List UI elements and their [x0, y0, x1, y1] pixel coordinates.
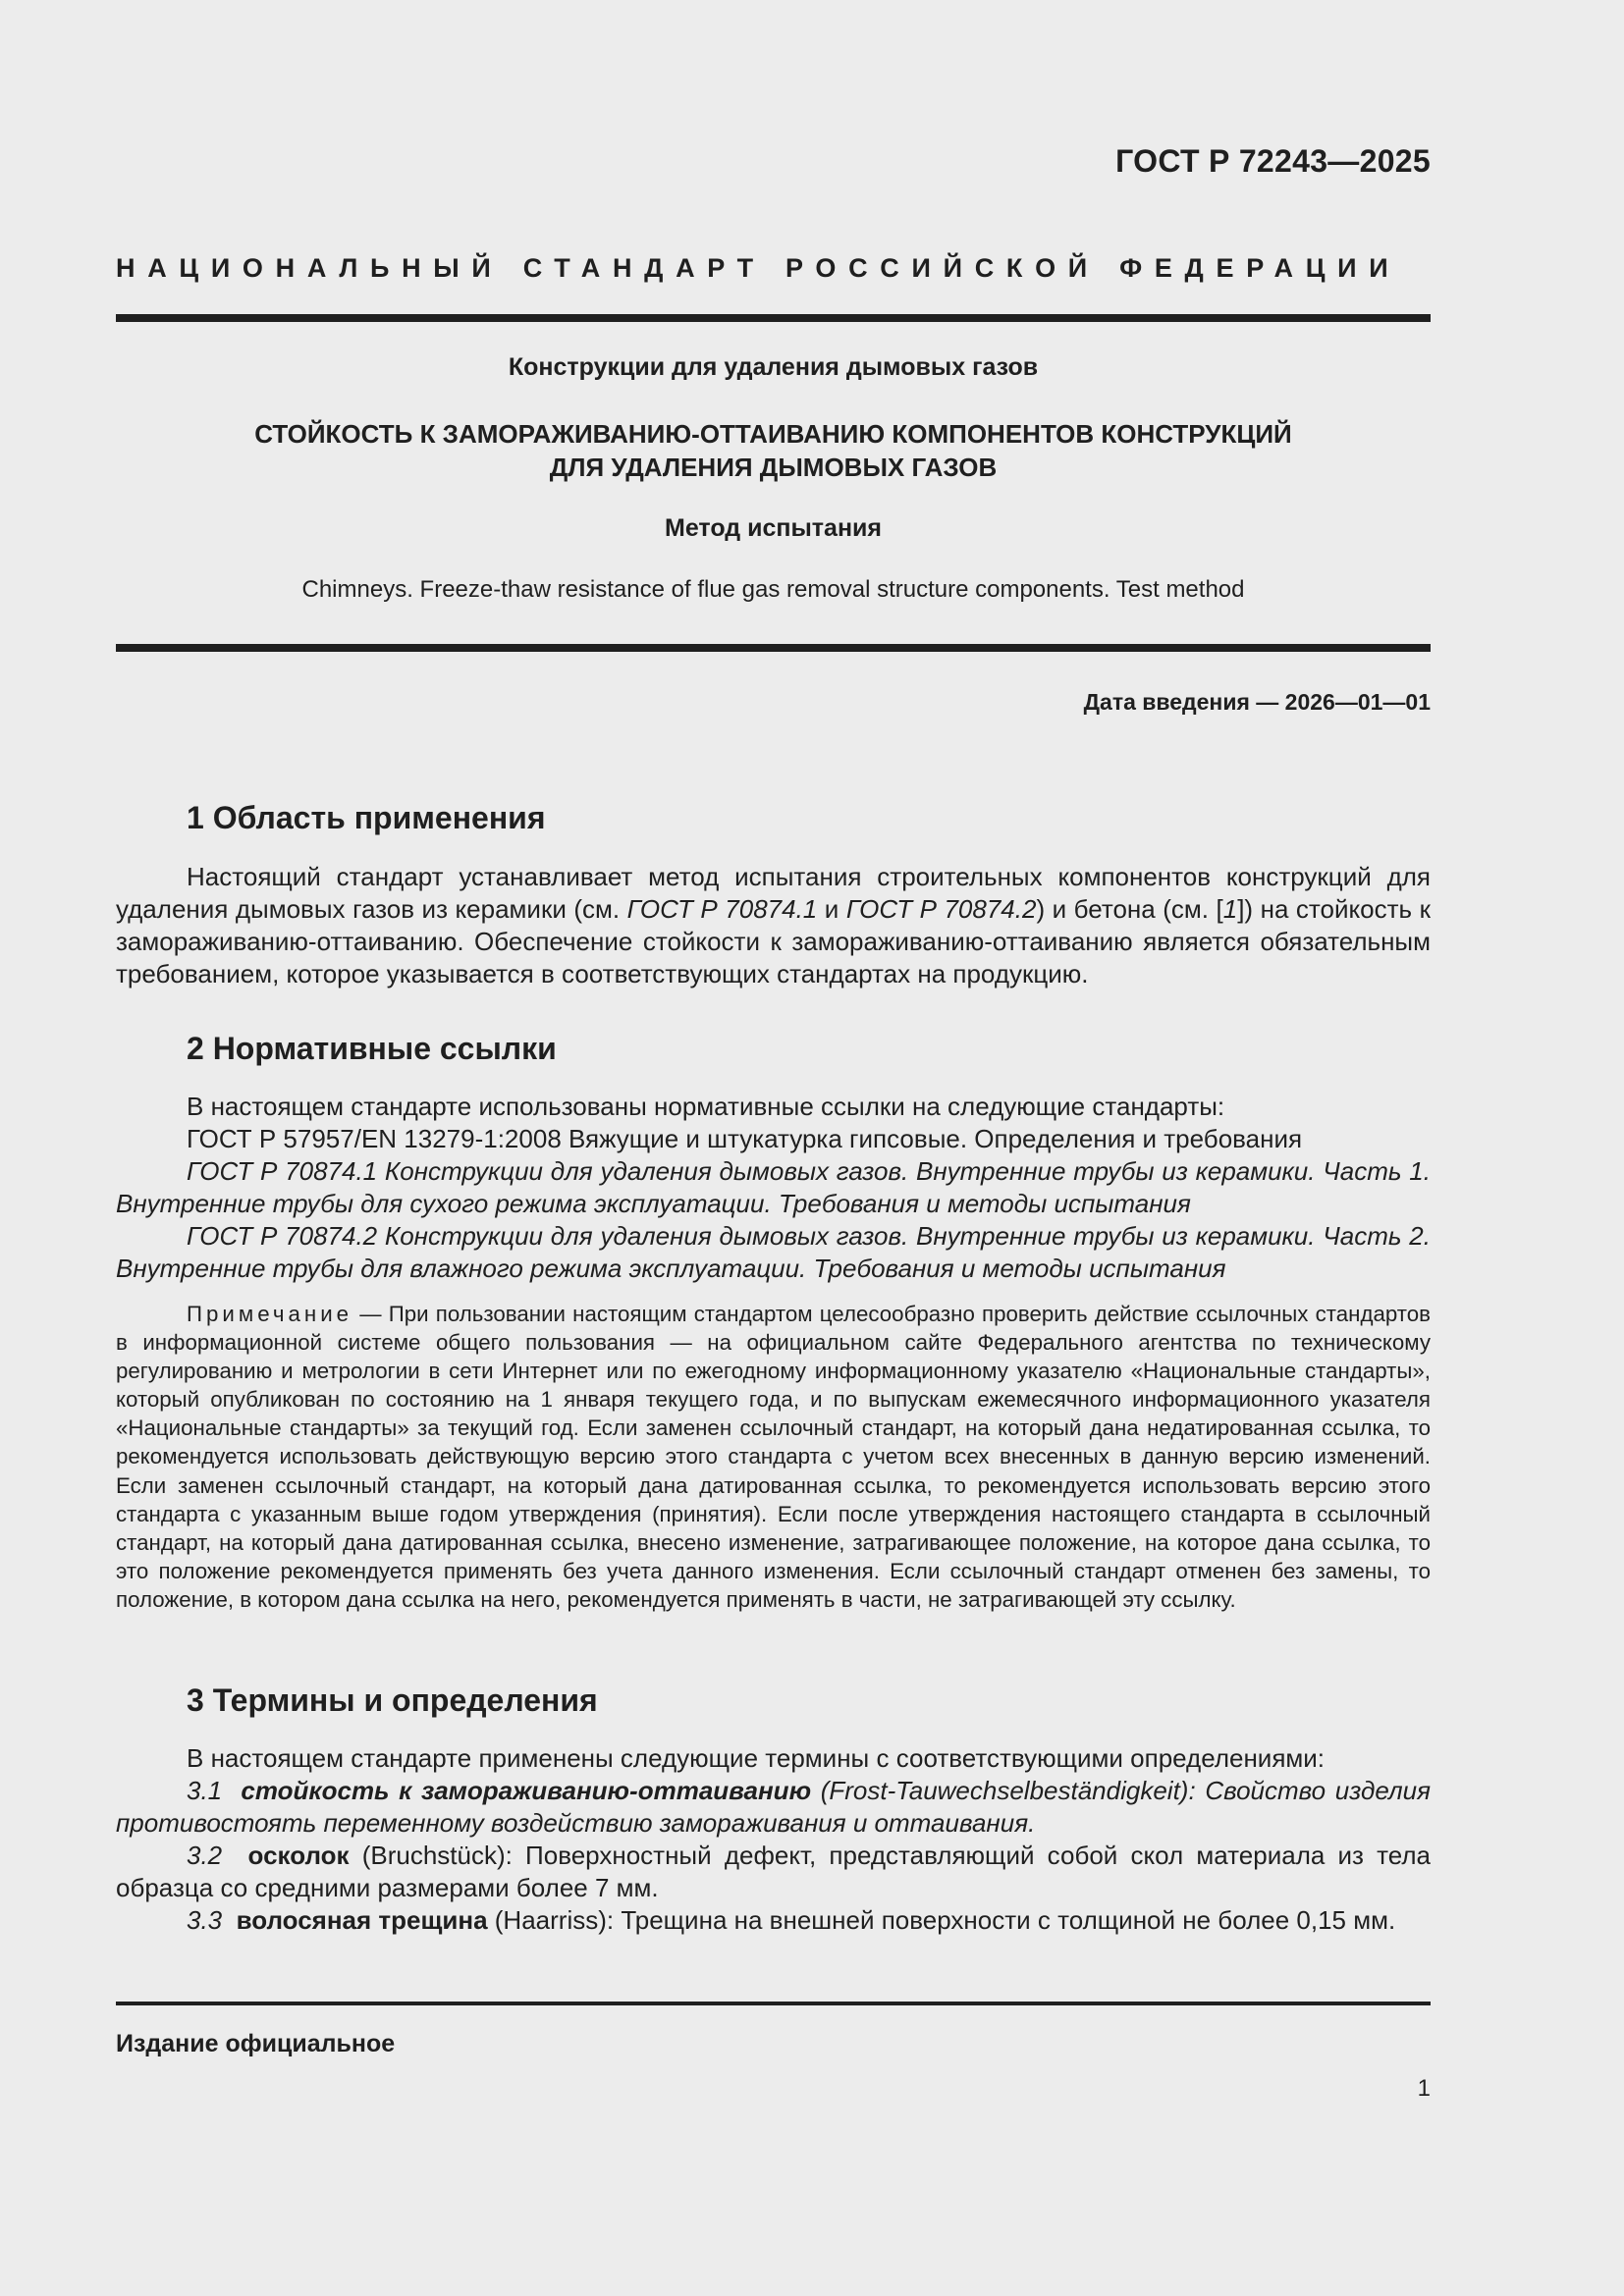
section-2-heading: 2 Нормативные ссылки: [187, 1031, 557, 1066]
scope-text-a: Настоящий стандарт устанавливает метод испытания строительных компонентов конструкций для удаления дымовых газов из керамики (см.: [116, 862, 1431, 924]
footer-rule: [116, 2002, 1431, 2005]
document-title: [116, 417, 1431, 484]
term-3-2-number: 3.2: [187, 1841, 223, 1870]
note-label: Примечание: [187, 1302, 353, 1326]
term-3-3: [116, 1904, 1431, 1937]
document-subtitle: Конструкции для удаления дымовых газов: [508, 353, 1039, 381]
section-3-body: [116, 1742, 1431, 1937]
scope-paragraph: [116, 861, 1431, 990]
note-text: — При пользовании настоящим стандартом целесообразно проверить действие ссылочных стандартов в информационной системе общего пользования — на официальном сайте Федерального агентства по техническому регулированию и метрологии в сети Интернет или по ежегодному информационному указателю «Национальные стандарты», который опубликован по состоянию на 1 января текущего года, и по выпускам ежемесячного информационного указателя «Национальные стандарты» за текущий год. Если заменен ссылочный стандарт, на который дана недатированная ссылка, то рекомендуется использовать действующую версию этого стандарта с учетом всех внесенных в данную версию изменений. Если заменен ссылочный стандарт, на который дана датированная ссылка, то рекомендуется использовать версию этого стандарта с указанным выше годом утверждения (принятия). Если после утверждения настоящего стандарта в ссылочный стандарт, на который дана датированная ссылка, внесено изменение, затрагивающее положение, на которое дана ссылка, то это положение рекомендуется применять без учета данного изменения. Если ссылочный стандарт отменен без замены, то положение, в котором дана ссылка на него, рекомендуется применять в части, не затрагивающей эту ссылку.: [116, 1302, 1431, 1612]
reference-70874-1: ГОСТ Р 70874.1 Конструкции для удаления дымовых газов. Внутренние трубы из керамики. Часть 1. Внутренние трубы для сухого режима эксплуатации. Требования и методы испытания: [116, 1156, 1431, 1218]
edition-label: Издание официальное: [116, 2030, 396, 2057]
references-note: [116, 1300, 1431, 1614]
terms-intro: В настоящем стандарте применены следующие термины с соответствующими определениями:: [187, 1743, 1326, 1773]
term-3-2-definition: (Bruchstück): Поверхностный дефект, представляющий собой скол материала из тела образца со средними размерами более 7 мм.: [116, 1841, 1431, 1902]
term-3-3-definition: (Haarriss): Трещина на внешней поверхности с толщиной не более 0,15 мм.: [487, 1905, 1396, 1935]
section-1-body: [116, 861, 1431, 990]
document-page: [116, 0, 1431, 2296]
scope-text-and: и: [817, 894, 846, 924]
scope-ref-bibliography: 1: [1222, 894, 1238, 924]
section-3-heading: 3 Термины и определения: [187, 1682, 598, 1718]
national-standard-banner: НАЦИОНАЛЬНЫЙ СТАНДАРТ РОССИЙСКОЙ ФЕДЕРАЦИИ: [116, 253, 1401, 283]
title-bottom-rule: [116, 644, 1431, 652]
title-line-2: ДЛЯ УДАЛЕНИЯ ДЫМОВЫХ ГАЗОВ: [549, 453, 998, 482]
section-2-body: [116, 1091, 1431, 1285]
document-number: ГОСТ Р 72243—2025: [1115, 143, 1431, 179]
section-1-heading: 1 Область применения: [187, 800, 546, 835]
reference-57957: ГОСТ Р 57957/EN 13279-1:2008 Вяжущие и штукатурка гипсовые. Определения и требования: [187, 1124, 1303, 1153]
term-3-3-number: 3.3: [187, 1905, 223, 1935]
introduction-date: Дата введения — 2026—01—01: [1083, 689, 1431, 715]
term-3-1-name: стойкость к замораживанию-оттаиванию: [241, 1776, 812, 1805]
scope-text-b: ) и бетона (см. [: [1036, 894, 1223, 924]
method-heading: Метод испытания: [665, 514, 882, 542]
term-3-1: [116, 1775, 1431, 1840]
term-3-1-definition: (Frost-Tauwechselbeständigkeit): Свойство изделия противостоять переменному воздействию замораживания и оттаивания.: [116, 1776, 1431, 1838]
references-intro: В настоящем стандарте использованы нормативные ссылки на следующие стандарты:: [187, 1092, 1225, 1121]
scope-ref-70874-1: ГОСТ Р 70874.1: [626, 894, 818, 924]
term-3-1-number: 3.1: [187, 1776, 223, 1805]
title-line-1: СТОЙКОСТЬ К ЗАМОРАЖИВАНИЮ-ОТТАИВАНИЮ КОМПОНЕНТОВ КОНСТРУКЦИЙ: [254, 419, 1292, 449]
term-3-2: [116, 1840, 1431, 1904]
scope-ref-70874-2: ГОСТ Р 70874.2: [845, 894, 1037, 924]
reference-70874-2: ГОСТ Р 70874.2 Конструкции для удаления дымовых газов. Внутренние трубы из керамики. Часть 2. Внутренние трубы для влажного режима эксплуатации. Требования и методы испытания: [116, 1221, 1431, 1283]
page-number: 1: [1417, 2075, 1431, 2102]
term-3-2-name: осколок: [247, 1841, 350, 1870]
english-title: Chimneys. Freeze-thaw resistance of flue gas removal structure components. Test method: [301, 576, 1245, 603]
term-3-3-name: волосяная трещина: [236, 1905, 488, 1935]
top-rule: [116, 314, 1431, 322]
scope-text-c: ]) на стойкость к замораживанию-оттаиванию. Обеспечение стойкости к замораживанию-оттаиванию является обязательным требованием, которое указывается в соответствующих стандартах на продукцию.: [116, 894, 1431, 988]
